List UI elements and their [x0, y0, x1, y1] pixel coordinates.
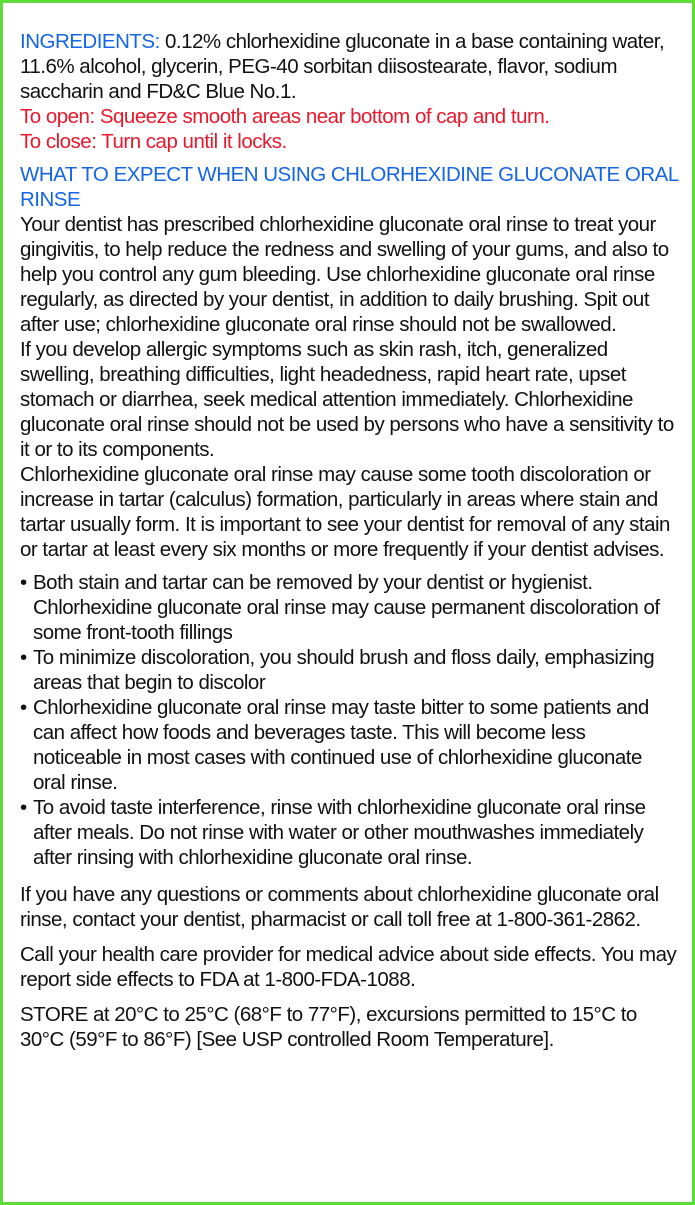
- side-effects-paragraph: Call your health care provider for medical advice about side effects. You may report side effects to FDA at 1-800-FDA-1088.: [20, 943, 677, 991]
- storage-paragraph: STORE at 20°C to 25°C (68°F to 77°F), excursions permitted to 15°C to 30°C (59°F to 86°F) [See USP controlled Room Temperature].: [20, 1003, 637, 1051]
- contact-paragraph: If you have any questions or comments about chlorhexidine gluconate oral rinse, contact your dentist, pharmacist or call toll free at 1-800-361-2862.: [20, 883, 659, 931]
- close-instruction: To close: Turn cap until it locks.: [20, 130, 287, 153]
- ingredients-paragraph: [20, 29, 678, 104]
- ingredients-label: INGREDIENTS:: [20, 30, 160, 53]
- expect-paragraph-1: Your dentist has prescribed chlorhexidine gluconate oral rinse to treat your gingivitis, to help reduce the redness and swelling of your gums, and also to help you control any gum bleeding. Use chlorhexidine gluconate oral rinse regularly, as directed by your dentist, in addition to daily brushing. Spit out after use; chlorhexidine gluconate oral rinse should not be swallowed.: [20, 213, 669, 336]
- list-item: • Both stain and tartar can be removed by your dentist or hygienist. Chlorhexidine gluconate oral rinse may cause permanent discoloration of some front-tooth fillings: [20, 570, 678, 645]
- expect-paragraph-3: Chlorhexidine gluconate oral rinse may cause some tooth discoloration or increase in tartar (calculus) formation, particularly in areas where stain and tartar usually form. It is important to see your dentist for removal of any stain or tartar at least every six months or more frequently if your dentist advises.: [20, 463, 670, 561]
- section-heading: WHAT TO EXPECT WHEN USING CHLORHEXIDINE GLUCONATE ORAL RINSE: [20, 163, 678, 211]
- bullet-list: [20, 570, 678, 870]
- list-item: • To minimize discoloration, you should brush and floss daily, emphasizing areas that begin to discolor: [20, 645, 678, 695]
- list-item: • Chlorhexidine gluconate oral rinse may taste bitter to some patients and can affect how foods and beverages taste. This will become less noticeable in most cases with continued use of chlorhexidine gluconate oral rinse.: [20, 695, 678, 795]
- cap-instructions: [20, 104, 678, 154]
- expect-paragraph-2: If you develop allergic symptoms such as skin rash, itch, generalized swelling, breathing difficulties, light headedness, rapid heart rate, upset stomach or diarrhea, seek medical attention immediately. Chlorhexidine gluconate oral rinse should not be used by persons who have a sensitivity to it or to its components.: [20, 338, 674, 461]
- ingredients-text: 0.12% chlorhexidine gluconate in a base containing water, 11.6% alcohol, glycerin, PEG-40 sorbitan diisostearate, flavor, sodium saccharin and FD&C Blue No.1.: [20, 30, 665, 103]
- open-instruction: To open: Squeeze smooth areas near bottom of cap and turn.: [20, 105, 550, 128]
- list-item: • To avoid taste interference, rinse with chlorhexidine gluconate oral rinse after meals. Do not rinse with water or other mouthwashes immediately after rinsing with chlorhexidine gluconate oral rinse.: [20, 795, 678, 870]
